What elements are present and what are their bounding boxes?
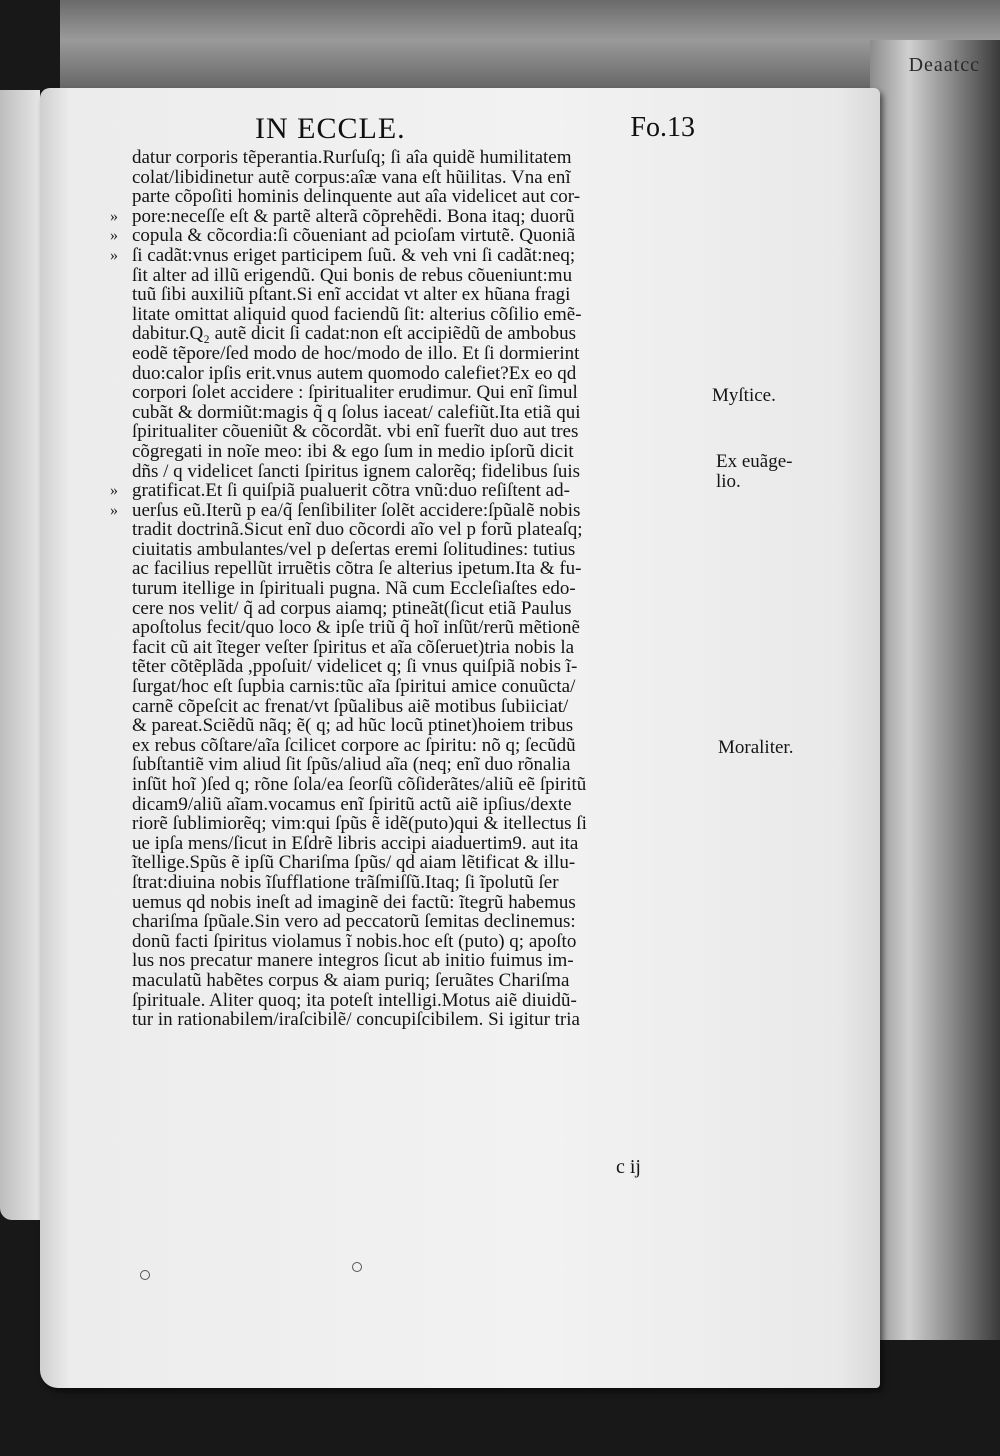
running-head: IN ECCLE. xyxy=(255,112,406,145)
text-line-content: maculatũ habẽtes corpus & aiam puriq; ſeruãtes Chariſma xyxy=(132,969,570,991)
text-line xyxy=(132,991,712,1011)
text-line-content: tuũ ſibi auxiliũ pſtant.Si enĩ accidat vt alter ex hũana fragi xyxy=(132,284,571,306)
text-line xyxy=(132,697,712,717)
text-line-content: duo:calor ipſis erit.vnus autem quomodo calefiet?Ex eo qd xyxy=(132,362,577,384)
text-line xyxy=(132,677,712,697)
text-line xyxy=(132,893,712,913)
text-line xyxy=(132,403,712,423)
margin-note-line: Ex euãge- xyxy=(716,451,793,472)
text-line xyxy=(132,775,712,795)
text-line-content: datur corporis tẽperantia.Rurſuſq; ſi aîa quidẽ humilitatem xyxy=(132,147,572,168)
signature-mark: c ij xyxy=(616,1156,641,1178)
book-fore-edge xyxy=(870,40,1000,1340)
text-line-content: dñs / q videlicet ſancti ſpiritus ignem calorẽq; fidelibus ſuis xyxy=(132,460,580,482)
text-line-content: cere nos velit/ q̃ ad corpus aiamq; ptineãt(ſicut etiã Paulus xyxy=(132,597,572,619)
text-line-content: apoſtolus fecit/quo loco & ipſe triũ q̃ hoĩ inſũt/rerũ mẽtionẽ xyxy=(132,617,580,639)
text-line xyxy=(110,205,712,227)
text-line-content: ſit alter ad illũ erigendũ. Qui bonis de rebus cõueniunt:mu xyxy=(132,264,573,286)
text-line xyxy=(132,971,712,991)
text-line xyxy=(132,305,712,325)
text-line-content: ſubſtantiẽ vim aliud ſit ſpũs/aliud aĩa (neq; enĩ duo rõnalia xyxy=(132,754,571,776)
text-line-content: ciuitatis ambulantes/vel p deſertas eremi ſolitudines: tutius xyxy=(132,538,576,560)
fore-edge-lettering: Deaatcc xyxy=(908,54,980,76)
text-line-content: chariſma ſpũale.Sin vero ad peccatorũ ſemitas declinemus: xyxy=(132,911,576,933)
text-line xyxy=(132,520,712,540)
quotation-mark: » xyxy=(110,482,118,500)
text-line-content: dabitur.Q₂ autẽ dicit ſi cadat:non eſt accipiẽdũ de ambobus xyxy=(132,323,577,345)
quotation-mark: » xyxy=(110,207,118,225)
text-line xyxy=(132,932,712,952)
text-line-content: tradit doctrinã.Sicut enĩ duo cõcordi aĩo vel p forũ plateaſq; xyxy=(132,519,583,541)
text-line-content: donũ facti ſpiritus violamus ĩ nobis.hoc eſt (puto) q; apoſto xyxy=(132,930,577,952)
text-line xyxy=(132,755,712,775)
text-line-content: ex rebus cõſtare/aĩa ſcilicet corpore ac ſpiritu: nõ q; ſecũdũ xyxy=(132,734,576,756)
page-header xyxy=(255,112,695,152)
text-line-content: ĩtellige.Spũs ẽ ipſũ Chariſma ſpũs/ qd aiam lẽtificat & illu- xyxy=(132,852,576,874)
quotation-mark: » xyxy=(110,246,118,264)
text-line xyxy=(132,716,712,736)
folio-number: Fo.13 xyxy=(630,112,695,143)
text-line xyxy=(110,480,712,502)
quotation-mark: » xyxy=(110,501,118,519)
text-line xyxy=(132,912,712,932)
text-line-content: ſi cadãt:vnus eriget participem ſuũ. & veh vni ſi cadãt:neq; xyxy=(132,244,576,266)
margin-note-ex-euangelio xyxy=(716,452,792,492)
text-line xyxy=(132,579,712,599)
text-line xyxy=(132,814,712,834)
text-line xyxy=(132,383,712,403)
text-line-content: ue ipſa mens/ſicut in Eſdrẽ libris accipi aiaduertim9. aut ita xyxy=(132,832,579,854)
text-line xyxy=(132,951,712,971)
text-line-content: turum itellige in ſpirituali pugna. Nã cum Eccleſiaſtes edo- xyxy=(132,578,576,600)
text-line xyxy=(132,364,712,384)
text-line xyxy=(132,618,712,638)
margin-note-moraliter: Moraliter. xyxy=(718,737,794,758)
text-line xyxy=(110,499,712,521)
text-line-content: ſpirituale. Aliter quoq; ita poteſt intelligi.Motus aiẽ diuidũ- xyxy=(132,989,577,1011)
text-line-content: dicam9/aliũ aĩam.vocamus enĩ ſpiritũ actũ aiẽ ipſius/dexte xyxy=(132,793,572,815)
text-line-content: tẽter cõtẽplãda ,ppoſuit/ videlicet q; ſi vnus quiſpiã nobis ĩ- xyxy=(132,656,578,678)
text-line-content: ac facilius repellũt irruẽtis cõtra ſe alterius ipetum.Ita & fu- xyxy=(132,558,582,580)
text-line xyxy=(132,168,712,188)
text-line-content: cubãt & dormiũt:magis q̃ q ſolus iaceat/ calefiũt.Ita etiã qui xyxy=(132,401,581,423)
text-line xyxy=(132,834,712,854)
text-line xyxy=(132,266,712,286)
text-line xyxy=(132,1010,712,1030)
text-line xyxy=(132,285,712,305)
text-line-content: tur in rationabilem/iraſcibilẽ/ concupiſcibilem. Si igitur tria xyxy=(132,1009,580,1031)
text-line-content: uemus qd nobis ineſt ad imaginẽ dei factũ: ĩtegrũ habemus xyxy=(132,891,576,913)
text-line xyxy=(132,795,712,815)
text-line-content: pore:neceſſe eſt & partẽ alterã cõprehẽdi. Bona itaq; duorũ xyxy=(132,205,575,227)
text-line xyxy=(132,324,712,344)
text-line xyxy=(132,638,712,658)
text-line-content: corpori ſolet accidere : ſpiritualiter erudimur. Qui enĩ ſimul xyxy=(132,382,578,404)
text-line xyxy=(132,462,712,482)
text-line-content: ſurgat/hoc eſt ſupbia carnis:tũc aĩa ſpiritui amice conuũcta/ xyxy=(132,676,576,698)
text-line xyxy=(132,540,712,560)
paper-spot xyxy=(140,1270,150,1280)
text-line-content: cõgregati in noĩe meo: ibi & ego ſum in medio ipſorũ dicit xyxy=(132,440,574,462)
previous-page-edge xyxy=(0,90,40,1220)
text-line-content: ſtrat:diuina nobis ĩſufflatione trãſmiſſũ.Itaq; ſi ĩpolutũ ſer xyxy=(132,871,559,893)
text-line xyxy=(132,599,712,619)
text-line-content: ſpiritualiter cõueniũt & cõcordãt. vbi enĩ fuerĩt duo aut tres xyxy=(132,421,579,443)
text-line xyxy=(132,736,712,756)
text-line-content: colat/libidinetur autẽ corpus:aîæ vana eſt hũilitas. Vna enĩ xyxy=(132,166,571,188)
quotation-mark: » xyxy=(110,227,118,245)
main-text-block xyxy=(110,147,712,1031)
text-line xyxy=(132,442,712,462)
text-line xyxy=(132,148,712,168)
text-line-content: riorẽ ſublimiorẽq; vim:qui ſpũs ẽ idẽ(puto)qui & itellectus ſi xyxy=(132,813,587,835)
text-line xyxy=(110,244,712,266)
text-line-content: facit cũ ait ĩteger veſter ſpiritus et aĩa cõſeruet)tria nobis la xyxy=(132,636,575,658)
text-line xyxy=(132,853,712,873)
text-line xyxy=(132,344,712,364)
text-line-content: eodẽ tẽpore/ſed modo de hoc/modo de illo. Et ſi dormierint xyxy=(132,342,580,364)
text-line-content: litate omittat aliquid quod faciendũ ſit: alterius cõſilio emẽ- xyxy=(132,303,582,325)
text-line-content: & pareat.Sciẽdũ nãq; ẽ( q; ad hũc locũ ptinet)hoiem tribus xyxy=(132,715,574,737)
text-line xyxy=(132,422,712,442)
text-line xyxy=(132,559,712,579)
paper-spot xyxy=(352,1262,362,1272)
margin-note-mystice: Myſtice. xyxy=(712,385,776,406)
text-line-content: carnẽ cõpeſcit ac frenat/vt ſpũalibus aiẽ motibus ſubiiciat/ xyxy=(132,695,569,717)
text-line xyxy=(132,657,712,677)
text-line-content: uerſus eũ.Iterũ p ea/q̃ ſenſibiliter ſolẽt accidere:ſpũalẽ nobis xyxy=(132,499,581,521)
text-line-content: lus nos precatur manere integros ſicut ab initio fuimus im- xyxy=(132,950,574,972)
book-top-edge xyxy=(60,0,1000,100)
margin-note-line: lio. xyxy=(716,471,741,492)
text-line-content: copula & cõcordia:ſi cõueniant ad pcioſam virtutẽ. Quoniã xyxy=(132,225,576,247)
text-line xyxy=(132,187,712,207)
text-line xyxy=(132,873,712,893)
text-line-content: gratificat.Et ſi quiſpiã pualuerit cõtra vnũ:duo reſiſtent ad- xyxy=(132,480,570,502)
text-line-content: inſũt hoĩ )ſed q; rõne ſola/ea ſeorſũ cõſiderãtes/aliũ eẽ ſpiritũ xyxy=(132,774,587,795)
text-line xyxy=(110,225,712,247)
text-line-content: parte cõpoſiti hominis delinquente aut aîa videlicet aut cor- xyxy=(132,186,581,208)
